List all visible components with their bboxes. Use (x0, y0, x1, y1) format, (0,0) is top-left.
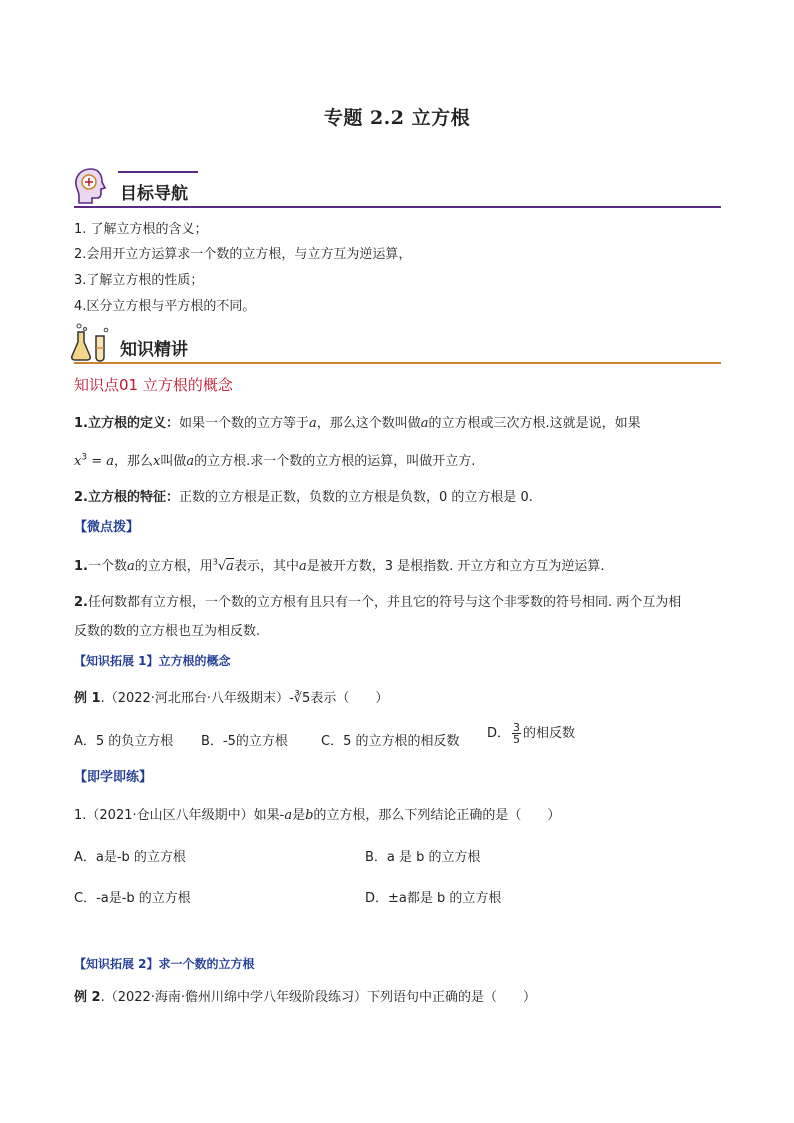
point-title: 知识点01 立方根的概念 (74, 376, 233, 394)
goals-heading: 目标导航 (120, 184, 188, 204)
var-a: a (284, 808, 293, 823)
example-text: .（2022·河北邢台·八年级期末） (100, 691, 290, 706)
goals-divider (74, 206, 721, 208)
var-b: b (305, 808, 314, 823)
option-d: D．±a都是 b 的立方根 (365, 891, 502, 906)
fraction-numerator: 3 (513, 721, 521, 734)
goal-item: 3.了解立方根的性质； (74, 273, 204, 288)
knowledge-divider (74, 362, 721, 364)
knowledge-heading: 知识精讲 (120, 340, 188, 360)
tip-line-3: 反数的数的立方根也互为相反数. (74, 624, 261, 639)
example-label: 例 2 (74, 990, 101, 1005)
question-text: 是 (292, 808, 306, 823)
question-text: 的立方根，那么下列结论正确的是（ ） (313, 808, 561, 823)
tip-label: 【微点拨】 (74, 520, 140, 535)
var-a: a (186, 454, 195, 469)
root-index: 3 (212, 557, 218, 567)
example-1 (74, 687, 388, 706)
lab-flask-icon (70, 322, 112, 362)
tip-num: 2. (74, 595, 88, 610)
definition-text: 如果一个数的立方等于 (178, 416, 309, 431)
extension-label: 【知识拓展 1】立方根的概念 (74, 654, 231, 668)
tip-line-2 (74, 591, 681, 610)
var-a: a (309, 416, 317, 431)
option-c: C．5 的立方根的相反数 (321, 734, 460, 749)
option-d (487, 722, 575, 745)
practice-question (74, 804, 560, 823)
page-title: 专题 2.2 立方根 (323, 107, 471, 129)
definition-text: 叫做 (160, 454, 187, 469)
tip-text: 表示，其中 (233, 559, 299, 574)
radical-sign: √ (217, 559, 227, 574)
fraction (512, 722, 521, 745)
option-d-suffix: 的相反数 (523, 726, 576, 741)
example-text: 表示（ ） (310, 691, 389, 706)
definition-text: 的立方根或三次方根.这就是说，如果 (428, 416, 641, 431)
exponent: 3 (81, 452, 88, 463)
fraction-denominator: 5 (513, 733, 521, 746)
tip-text: 的立方根，用 (134, 559, 213, 574)
option-b: B．-5的立方根 (201, 734, 288, 749)
tip-text: 任何数都有立方根，一个数的立方根有且只有一个，并且它的符号与这个非零数的符号相同. 两个互为相 (87, 595, 682, 610)
var-a: a (298, 559, 307, 574)
characteristic-label: 2.立方根的特征： (74, 490, 179, 505)
option-a: A．5 的负立方根 (74, 734, 174, 749)
example-2 (74, 986, 536, 1005)
option-c: C．-a是-b 的立方根 (74, 891, 191, 906)
var-a: a (420, 416, 429, 431)
option-a: A．a是-b 的立方根 (74, 850, 186, 865)
definition-text: ，那么 (114, 454, 154, 469)
tip-line-1 (74, 555, 605, 574)
var-a: a (226, 559, 234, 574)
example-label: 例 1 (74, 691, 101, 706)
math-expression: -∛5 (289, 691, 311, 706)
tip-text: 一个数 (87, 559, 127, 574)
option-b: B．a 是 b 的立方根 (365, 850, 481, 865)
goal-item: 4.区分立方根与平方根的不同。 (74, 299, 256, 314)
var-a: a (127, 559, 135, 574)
goals-top-stub (118, 171, 198, 173)
question-text: 1.（2021·仓山区八年级期中）如果- (74, 808, 285, 823)
definition-text: 的立方根.求一个数的立方根的运算，叫做开立方. (194, 454, 476, 469)
goal-item: 2.会用开立方运算求一个数的立方根，与立方互为逆运算， (74, 247, 412, 262)
characteristic-text: 正数的立方根是正数，负数的立方根是负数，0 的立方根是 0. (178, 490, 533, 505)
definition-line-1 (74, 412, 641, 431)
extension-label: 【知识拓展 2】求一个数的立方根 (74, 957, 255, 971)
definition-text: ，那么这个数叫做 (316, 416, 421, 431)
var-x: x (74, 454, 82, 469)
tip-text: 是被开方数，3 是根指数. 开立方和立方互为逆运算. (306, 559, 605, 574)
goal-item: 1. 了解立方根的含义； (74, 222, 208, 237)
var-x: x (153, 454, 161, 469)
characteristic-line (74, 486, 533, 505)
brain-head-icon (72, 166, 110, 206)
practice-label: 【即学即练】 (74, 770, 153, 785)
definition-label: 1.立方根的定义： (74, 416, 179, 431)
example-text: .（2022·海南·儋州川绵中学八年级阶段练习）下列语句中正确的是（ ） (100, 990, 537, 1005)
option-d-prefix: D． (487, 726, 511, 741)
equation-rest: = a (87, 454, 114, 469)
tip-num: 1. (74, 559, 88, 574)
definition-line-2 (74, 450, 475, 469)
